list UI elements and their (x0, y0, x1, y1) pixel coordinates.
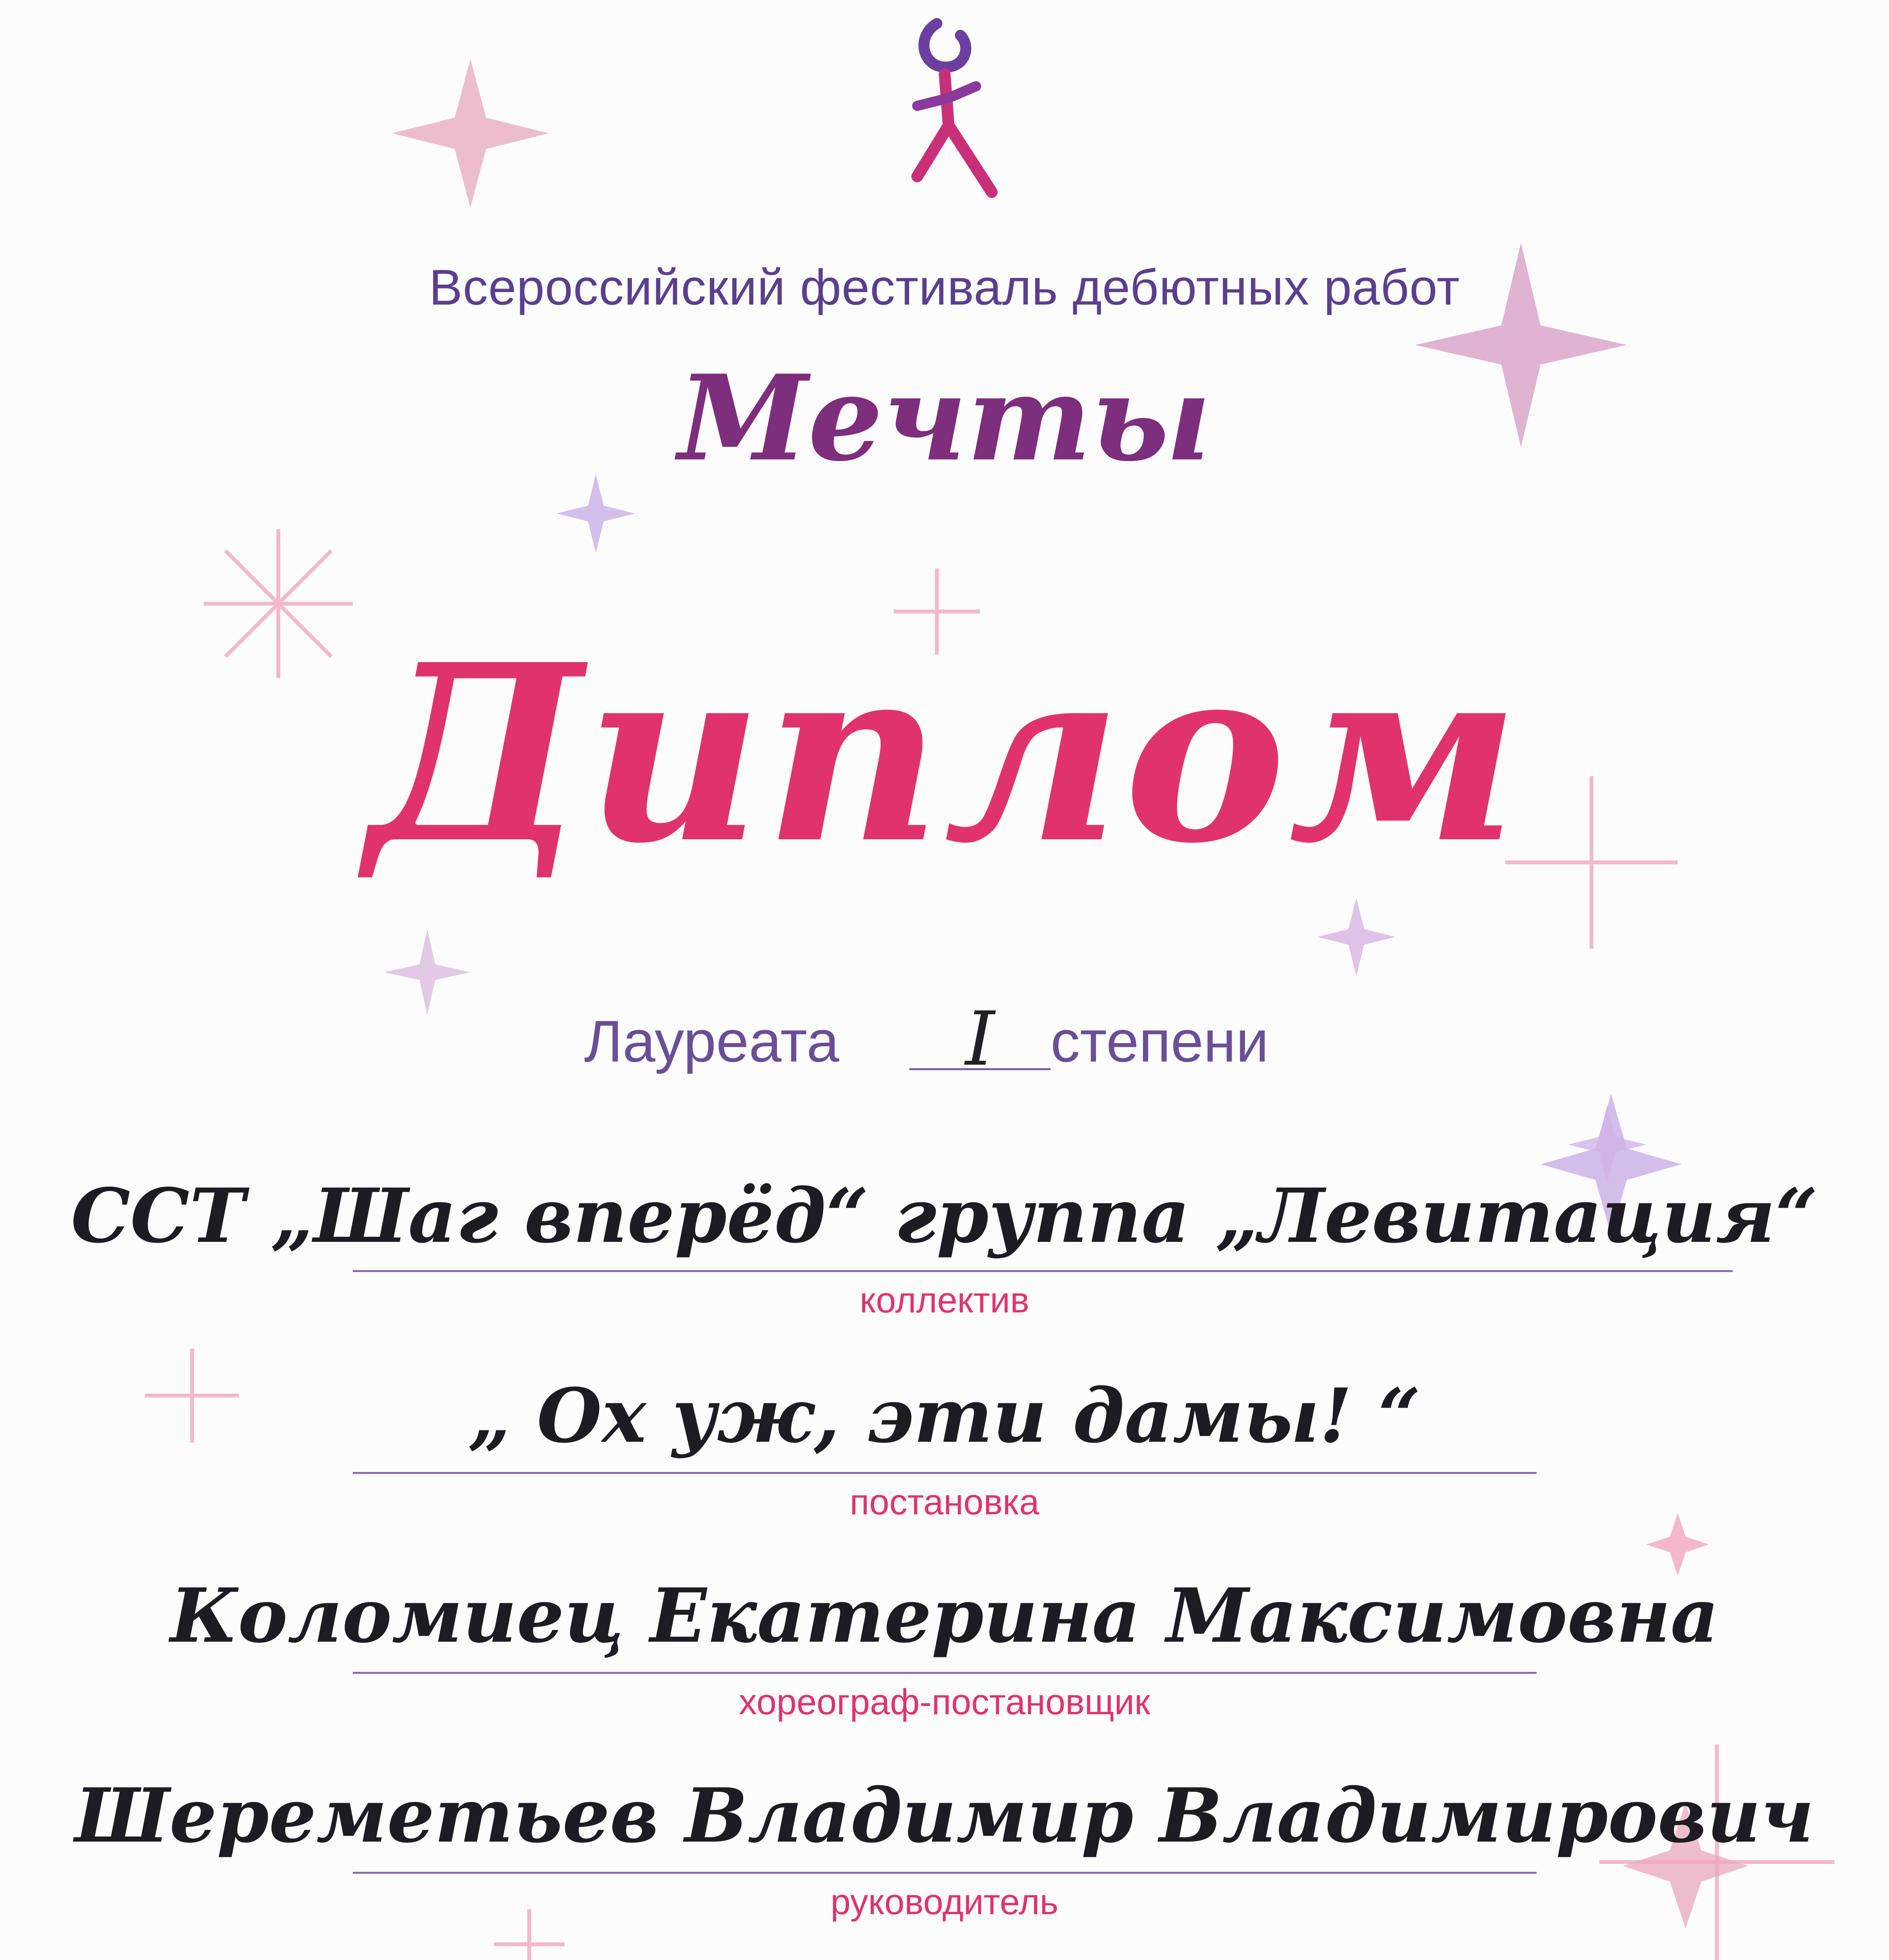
production-caption: постановка (849, 1482, 1040, 1522)
degree-suffix: степени (1051, 1008, 1269, 1074)
production-value: „ Ох уж, эти дамы! “ (468, 1372, 1421, 1459)
collective-underline (353, 1270, 1733, 1272)
leader-underline (353, 1872, 1537, 1874)
festival-subtitle: Всероссийский фестиваль дебютных работ (429, 260, 1460, 316)
collective-caption: коллектив (860, 1280, 1029, 1320)
diploma-title: Диплом (367, 612, 1522, 897)
leader-value: Шереметьев Владимир Владимирович (75, 1772, 1814, 1859)
choreographer-underline (353, 1672, 1537, 1674)
leader-caption: руководитель (830, 1882, 1059, 1922)
degree-underline (909, 1068, 1051, 1070)
choreographer-value: Коломиец Екатерина Максимовна (170, 1572, 1719, 1659)
degree-value: I (965, 996, 995, 1082)
festival-name: Мечты (678, 349, 1211, 487)
degree-line (0, 996, 1889, 1086)
degree-prefix: Лауреата (584, 1008, 839, 1074)
production-underline (353, 1472, 1537, 1474)
collective-value: ССТ „Шаг вперёд“ группа „Левитация“ (71, 1172, 1818, 1259)
choreographer-caption: хореограф-постановщик (739, 1682, 1150, 1722)
festival-logo (874, 8, 1015, 243)
